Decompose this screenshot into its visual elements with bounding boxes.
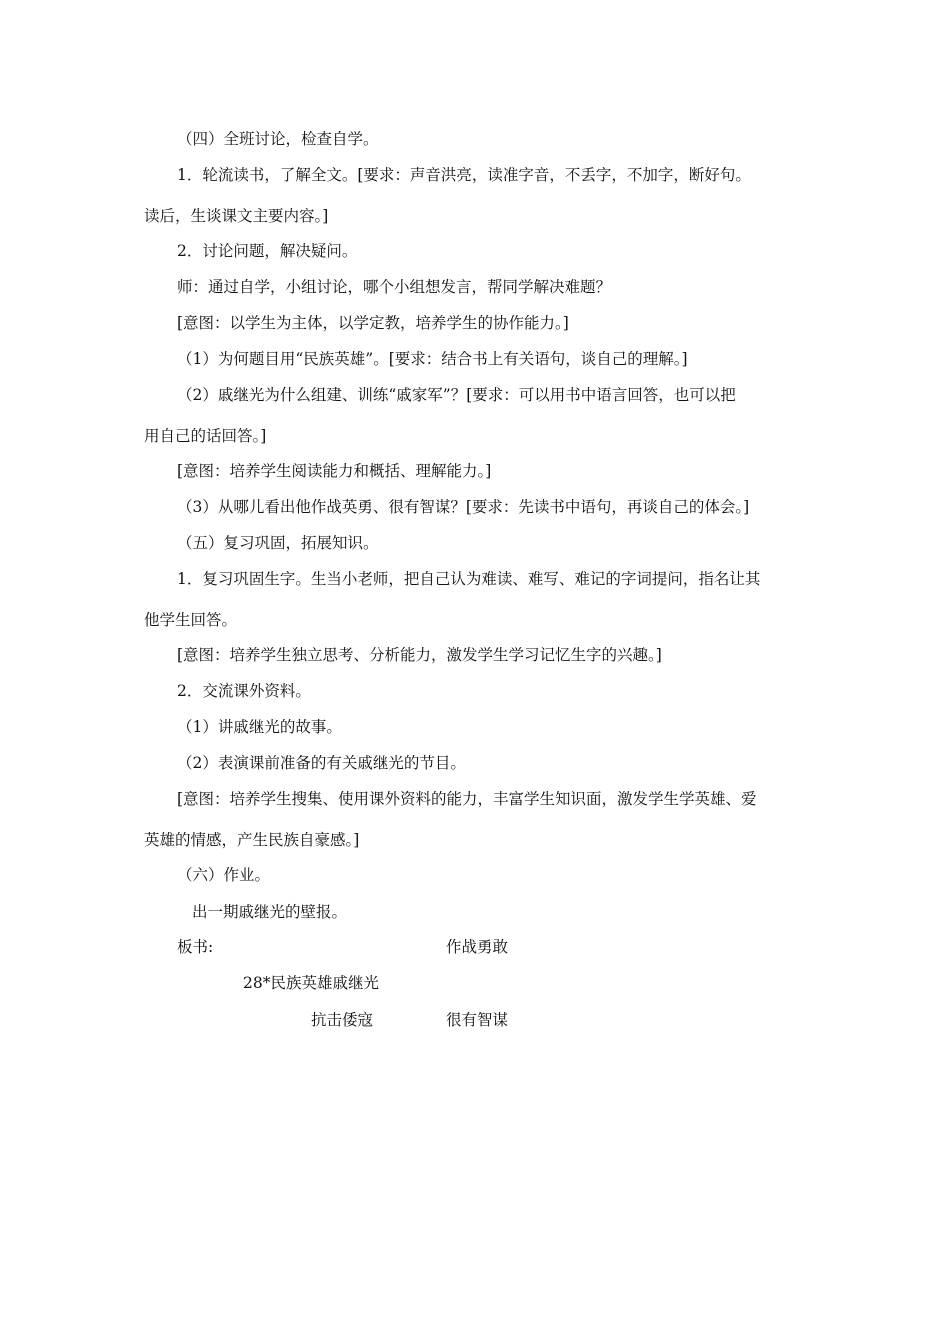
paragraph-line: 师：通过自学，小组讨论，哪个小组想发言，帮同学解决难题？ <box>177 278 612 296</box>
board-bottom-right: 很有智谋 <box>446 1011 509 1029</box>
paragraph-line: 用自己的话回答。] <box>144 427 267 445</box>
intent-note: [意图：培养学生独立思考、分析能力，激发学生学习记忆生字的兴趣。] <box>177 646 662 664</box>
paragraph-line: （2）戚继光为什么组建、训练“戚家军”？[要求：可以用书中语言回答，也可以把 <box>177 386 736 404</box>
paragraph-line: （1）为何题目用“民族英雄”。[要求：结合书上有关语句，谈自己的理解。] <box>177 350 688 368</box>
paragraph-line: 2．讨论问题，解决疑问。 <box>177 242 358 260</box>
homework-line: 出一期戚继光的壁报。 <box>192 903 348 921</box>
intent-note: [意图：培养学生阅读能力和概括、理解能力。] <box>177 462 492 480</box>
paragraph-line: 读后，生谈课文主要内容。] <box>144 207 329 225</box>
paragraph-line: 2．交流课外资料。 <box>177 682 311 700</box>
board-top-right: 作战勇敢 <box>446 938 509 956</box>
section-heading-4: （四）全班讨论，检查自学。 <box>177 130 379 148</box>
section-heading-6: （六）作业。 <box>177 866 271 884</box>
paragraph-line: 他学生回答。 <box>144 611 238 629</box>
paragraph-line: （3）从哪儿看出他作战英勇、很有智谋？[要求：先读书中语句，再谈自己的体会。] <box>177 498 750 516</box>
intent-note: [意图：以学生为主体，以学定教，培养学生的协作能力。] <box>177 314 569 332</box>
section-heading-5: （五）复习巩固，拓展知识。 <box>177 534 379 552</box>
paragraph-line: （1）讲戚继光的故事。 <box>177 718 342 736</box>
board-bottom-left: 抗击倭寇 <box>311 1011 374 1029</box>
board-label: 板书: <box>177 938 214 956</box>
paragraph-line: 1．复习巩固生字。生当小老师，把自己认为难读、难写、难记的字词提问，指名让其 <box>177 570 761 588</box>
paragraph-line: 1．轮流读书，了解全文。[要求：声音洪亮，读准字音，不丢字，不加字，断好句。 <box>177 166 751 184</box>
paragraph-line: 英雄的情感，产生民族自豪感。] <box>144 831 360 849</box>
paragraph-line: （2）表演课前准备的有关戚继光的节目。 <box>177 754 466 772</box>
intent-note: [意图：培养学生搜集、使用课外资料的能力，丰富学生知识面，激发学生学英雄、爱 <box>177 790 757 808</box>
board-title: 28*民族英雄戚继光 <box>243 974 379 992</box>
